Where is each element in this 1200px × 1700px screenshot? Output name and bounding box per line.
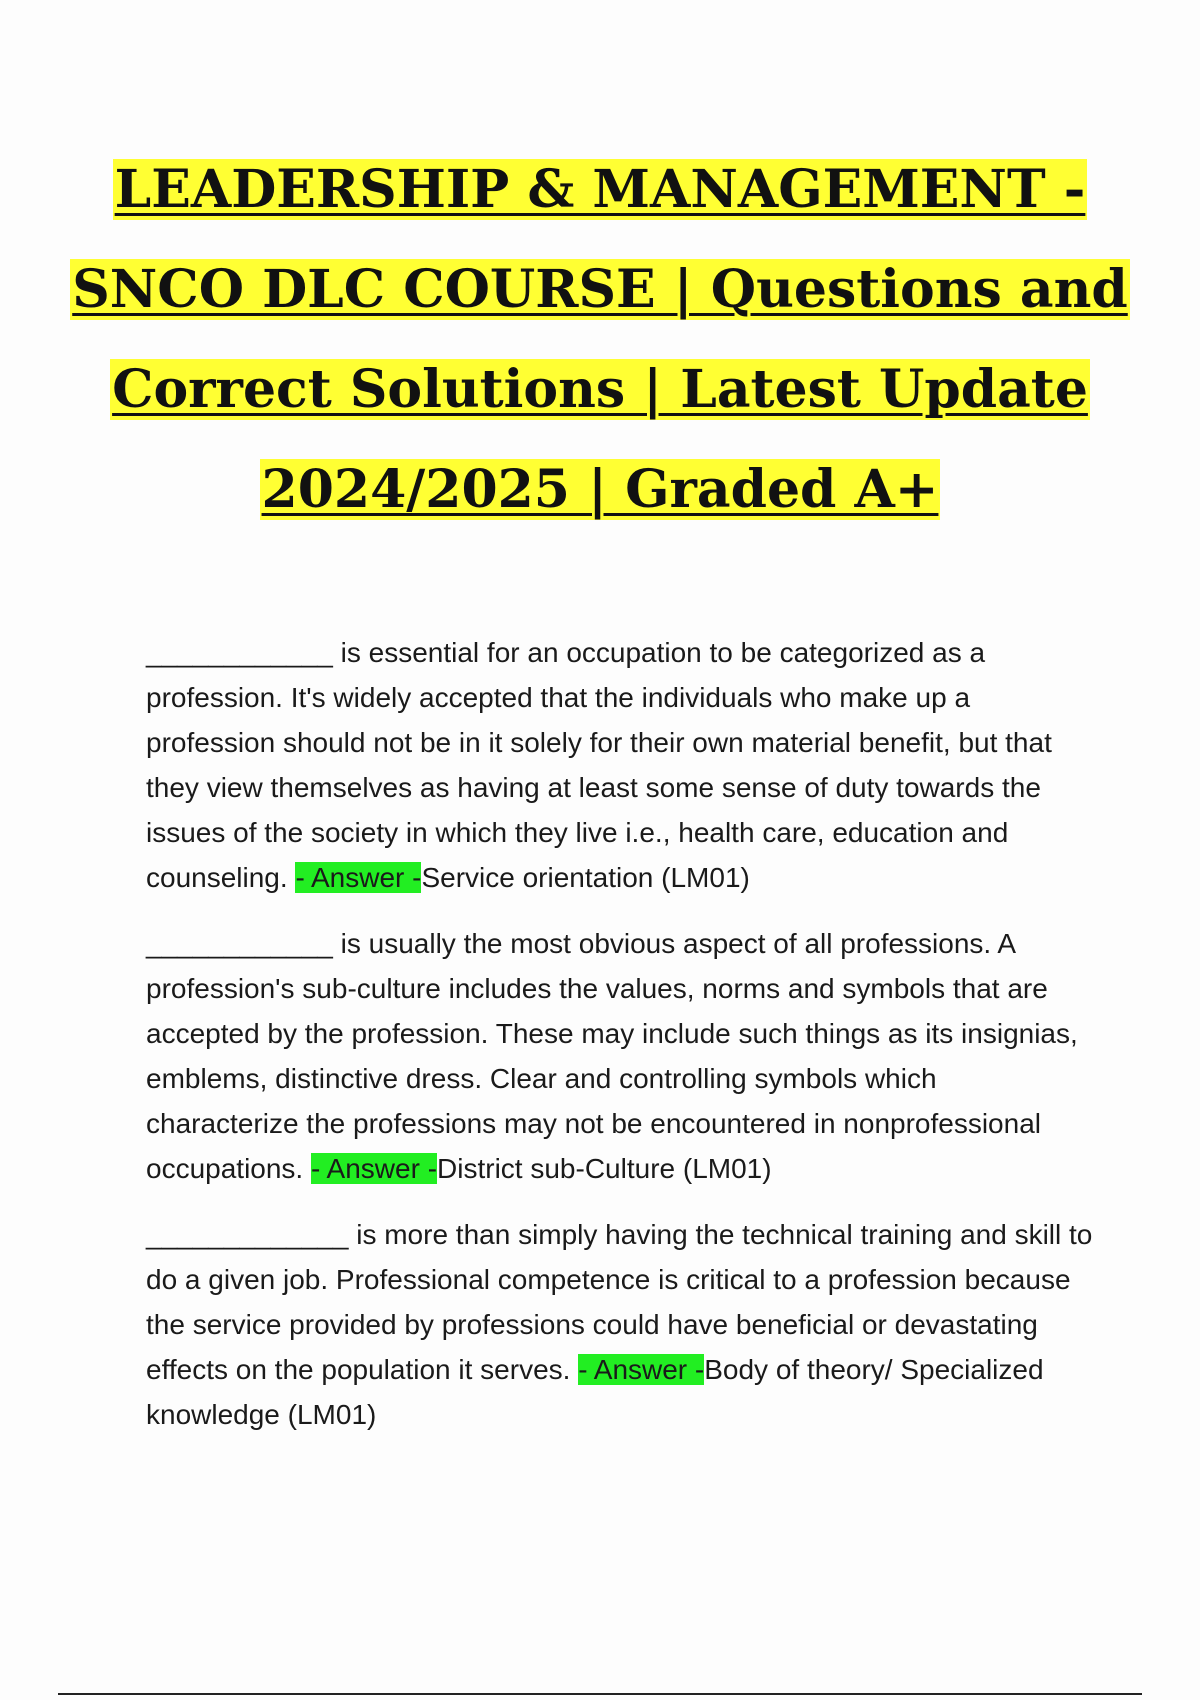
question-item-3 (146, 1212, 1096, 1437)
document-title (60, 140, 1140, 540)
question-item-1 (146, 630, 1096, 900)
title-line-1: LEADERSHIP & MANAGEMENT - (114, 159, 1086, 220)
answer-marker: - Answer - (311, 1153, 438, 1184)
question-text: ____________ is essential for an occupation to be categorized as a profession. It's widely accepted that the individuals who make up a profession should not be in it solely for their own material benefit, but that they view themselves as having at least some sense of duty towards the issues of the society in which they live i.e., health care, education and counseling. (146, 637, 1052, 893)
question-text: ____________ is usually the most obvious aspect of all professions. A profession's sub-culture includes the values, norms and symbols that are accepted by the profession. These may include such things as its insignias, emblems, distinctive dress. Clear and controlling symbols which characterize the professions may not be encountered in nonprofessional occupations. (146, 928, 1078, 1184)
bottom-divider (58, 1693, 1142, 1695)
question-text: _____________ is more than simply having the technical training and skill to do a given job. Professional competence is critical to a profession because the service provided by professions could have beneficial or devastating effects on the population it serves. (146, 1219, 1093, 1385)
answer-text: Service orientation (LM01) (421, 862, 750, 893)
question-item-2 (146, 921, 1096, 1191)
title-line-3: Correct Solutions | Latest Update (112, 359, 1088, 420)
answer-text: Body of theory/ Specialized knowledge (LM01) (146, 1354, 1044, 1430)
question-list (146, 630, 1096, 1458)
answer-marker: - Answer - (295, 862, 422, 893)
title-line-2: SNCO DLC COURSE | Questions and (72, 259, 1128, 320)
answer-text: District sub-Culture (LM01) (437, 1153, 772, 1184)
title-line-4: 2024/2025 | Graded A+ (261, 459, 939, 520)
answer-marker: - Answer - (578, 1354, 705, 1385)
